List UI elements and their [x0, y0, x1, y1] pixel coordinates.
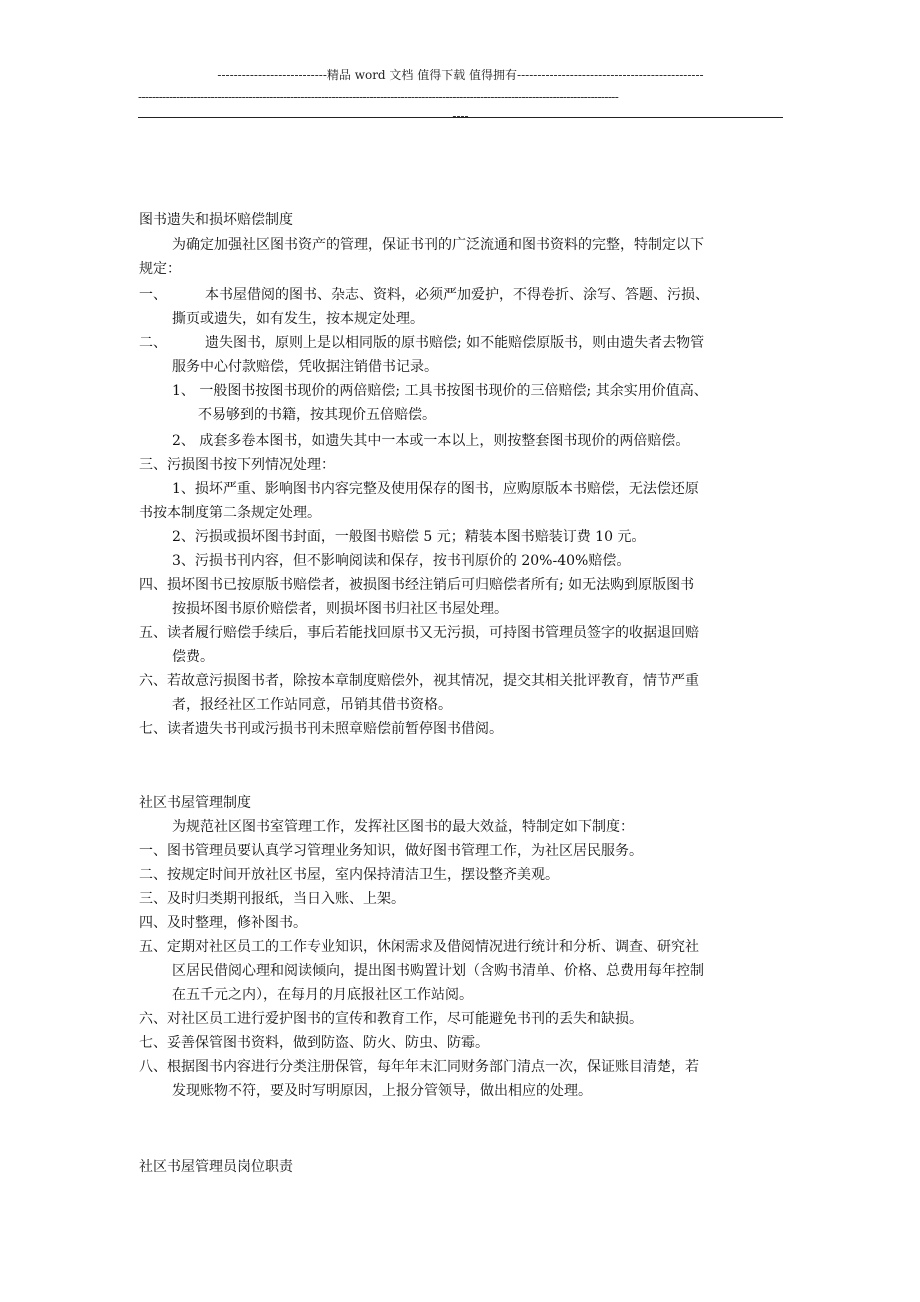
sub-item-3-1: 1、损坏严重、影响图书内容完整及使用保存的图书，应购原版本书赔偿，无法偿还原 — [172, 481, 699, 497]
list-item-6-cont: 者，报经社区工作站同意，吊销其借书资格。 — [172, 697, 452, 713]
list-item-4: 四、及时整理，修补图书。 — [139, 915, 307, 931]
list-item-1: 一、图书管理员要认真学习管理业务知识，做好图书管理工作，为社区居民服务。 — [139, 843, 643, 859]
list-item-2: 二、按规定时间开放社区书屋，室内保持清洁卫生，摆设整齐美观。 — [139, 867, 559, 883]
list-item-8: 八、根据图书内容进行分类注册保管，每年年末汇同财务部门清点一次，保证账目清楚，若 — [139, 1059, 699, 1075]
list-item-5-cont: 在五千元之内），在每月的月底报社区工作站阅。 — [172, 987, 473, 1003]
list-item-7: 七、妥善保管图书资料，做到防盗、防火、防虫、防霉。 — [139, 1035, 489, 1051]
list-item-4-cont: 按损坏图书原价赔偿者，则损坏图书归社区书屋处理。 — [172, 601, 508, 617]
page-header — [138, 64, 783, 124]
list-item-3: 三、污损图书按下列情况处理： — [139, 457, 335, 473]
list-item-5-cont: 区居民借阅心理和阅读倾向，提出图书购置计划（含购书清单、价格、总费用每年控制 — [172, 963, 704, 979]
section-title-compensation: 图书遗失和损坏赔偿制度 — [139, 212, 293, 228]
sub-item-2-1-cont: 不易够到的书籍，按其现价五倍赔偿。 — [198, 407, 436, 423]
list-item-5: 五、定期对社区员工的工作专业知识，休闲需求及借阅情况进行统计和分析、调查、研究社 — [139, 939, 699, 955]
paragraph-intro: 为规范社区图书室管理工作，发挥社区图书的最大效益，特制定如下制度： — [172, 819, 634, 835]
header-rule — [138, 117, 783, 118]
paragraph-intro-cont: 规定： — [139, 261, 181, 277]
sub-item-3-2: 2、污损或损坏图书封面，一般图书赔偿 5 元；精装本图书赔装订费 10 元。 — [172, 529, 646, 545]
paragraph-intro: 为确定加强社区图书资产的管理，保证书刊的广泛流通和图书资料的完整，特制定以下 — [172, 237, 704, 253]
list-item-3: 三、及时归类期刊报纸，当日入账、上架。 — [139, 891, 405, 907]
header-banner: ---------------------------精品 word 文档 值得下载 值得拥有---------------------------------------------- — [217, 68, 704, 82]
sub-item-3-3: 3、污损书刊内容，但不影响阅读和保存，按书刊原价的 20%-40%赔偿。 — [172, 553, 631, 569]
header-dash-tail: ---- — [452, 109, 469, 123]
list-item-2-cont: 服务中心付款赔偿，凭收据注销借书记录。 — [172, 359, 438, 375]
list-number: 二、 — [139, 335, 167, 351]
list-text: 遗失图书，原则上是以相同版的原书赔偿; 如不能赔偿原版书，则由遗失者去物管 — [205, 335, 705, 351]
list-item-5: 五、读者履行赔偿手续后，事后若能找回原书又无污损，可持图书管理员签字的收据退回赔 — [139, 625, 699, 641]
list-text: 本书屋借阅的图书、杂志、资料，必须严加爱护，不得卷折、涂写、答题、污损、 — [205, 287, 709, 303]
list-item-8-cont: 发现账物不符，要及时写明原因，上报分管领导，做出相应的处理。 — [172, 1083, 592, 1099]
sub-item-2-2: 2、 成套多卷本图书，如遗失其中一本或一本以上，则按整套图书现价的两倍赔偿。 — [172, 433, 690, 449]
header-dash-line: ------------------------------------------------------------------------------------------------------------------------------------------- — [138, 90, 619, 104]
list-item-5-cont: 偿费。 — [172, 649, 214, 665]
sub-item-3-1-cont: 书按本制度第二条规定处理。 — [139, 505, 321, 521]
list-number: 一、 — [139, 287, 167, 303]
section-title-management: 社区书屋管理制度 — [139, 795, 251, 811]
list-item-4: 四、损坏图书已按原版书赔偿者，被损图书经注销后可归赔偿者所有; 如无法购到原版图书 — [139, 577, 695, 593]
list-item-6: 六、若故意污损图书者，除按本章制度赔偿外，视其情况，提交其相关批评教育，情节严重 — [139, 673, 699, 689]
list-item-1-cont: 撕页或遗失，如有发生，按本规定处理。 — [172, 311, 424, 327]
list-item-7: 七、读者遗失书刊或污损书刊未照章赔偿前暂停图书借阅。 — [139, 721, 503, 737]
section-title-duties: 社区书屋管理员岗位职责 — [139, 1159, 293, 1175]
sub-item-2-1: 1、 一般图书按图书现价的两倍赔偿; 工具书按图书现价的三倍赔偿; 其余实用价值高、 — [172, 383, 708, 399]
list-item-6: 六、对社区员工进行爱护图书的宣传和教育工作，尽可能避免书刊的丢失和缺损。 — [139, 1011, 643, 1027]
